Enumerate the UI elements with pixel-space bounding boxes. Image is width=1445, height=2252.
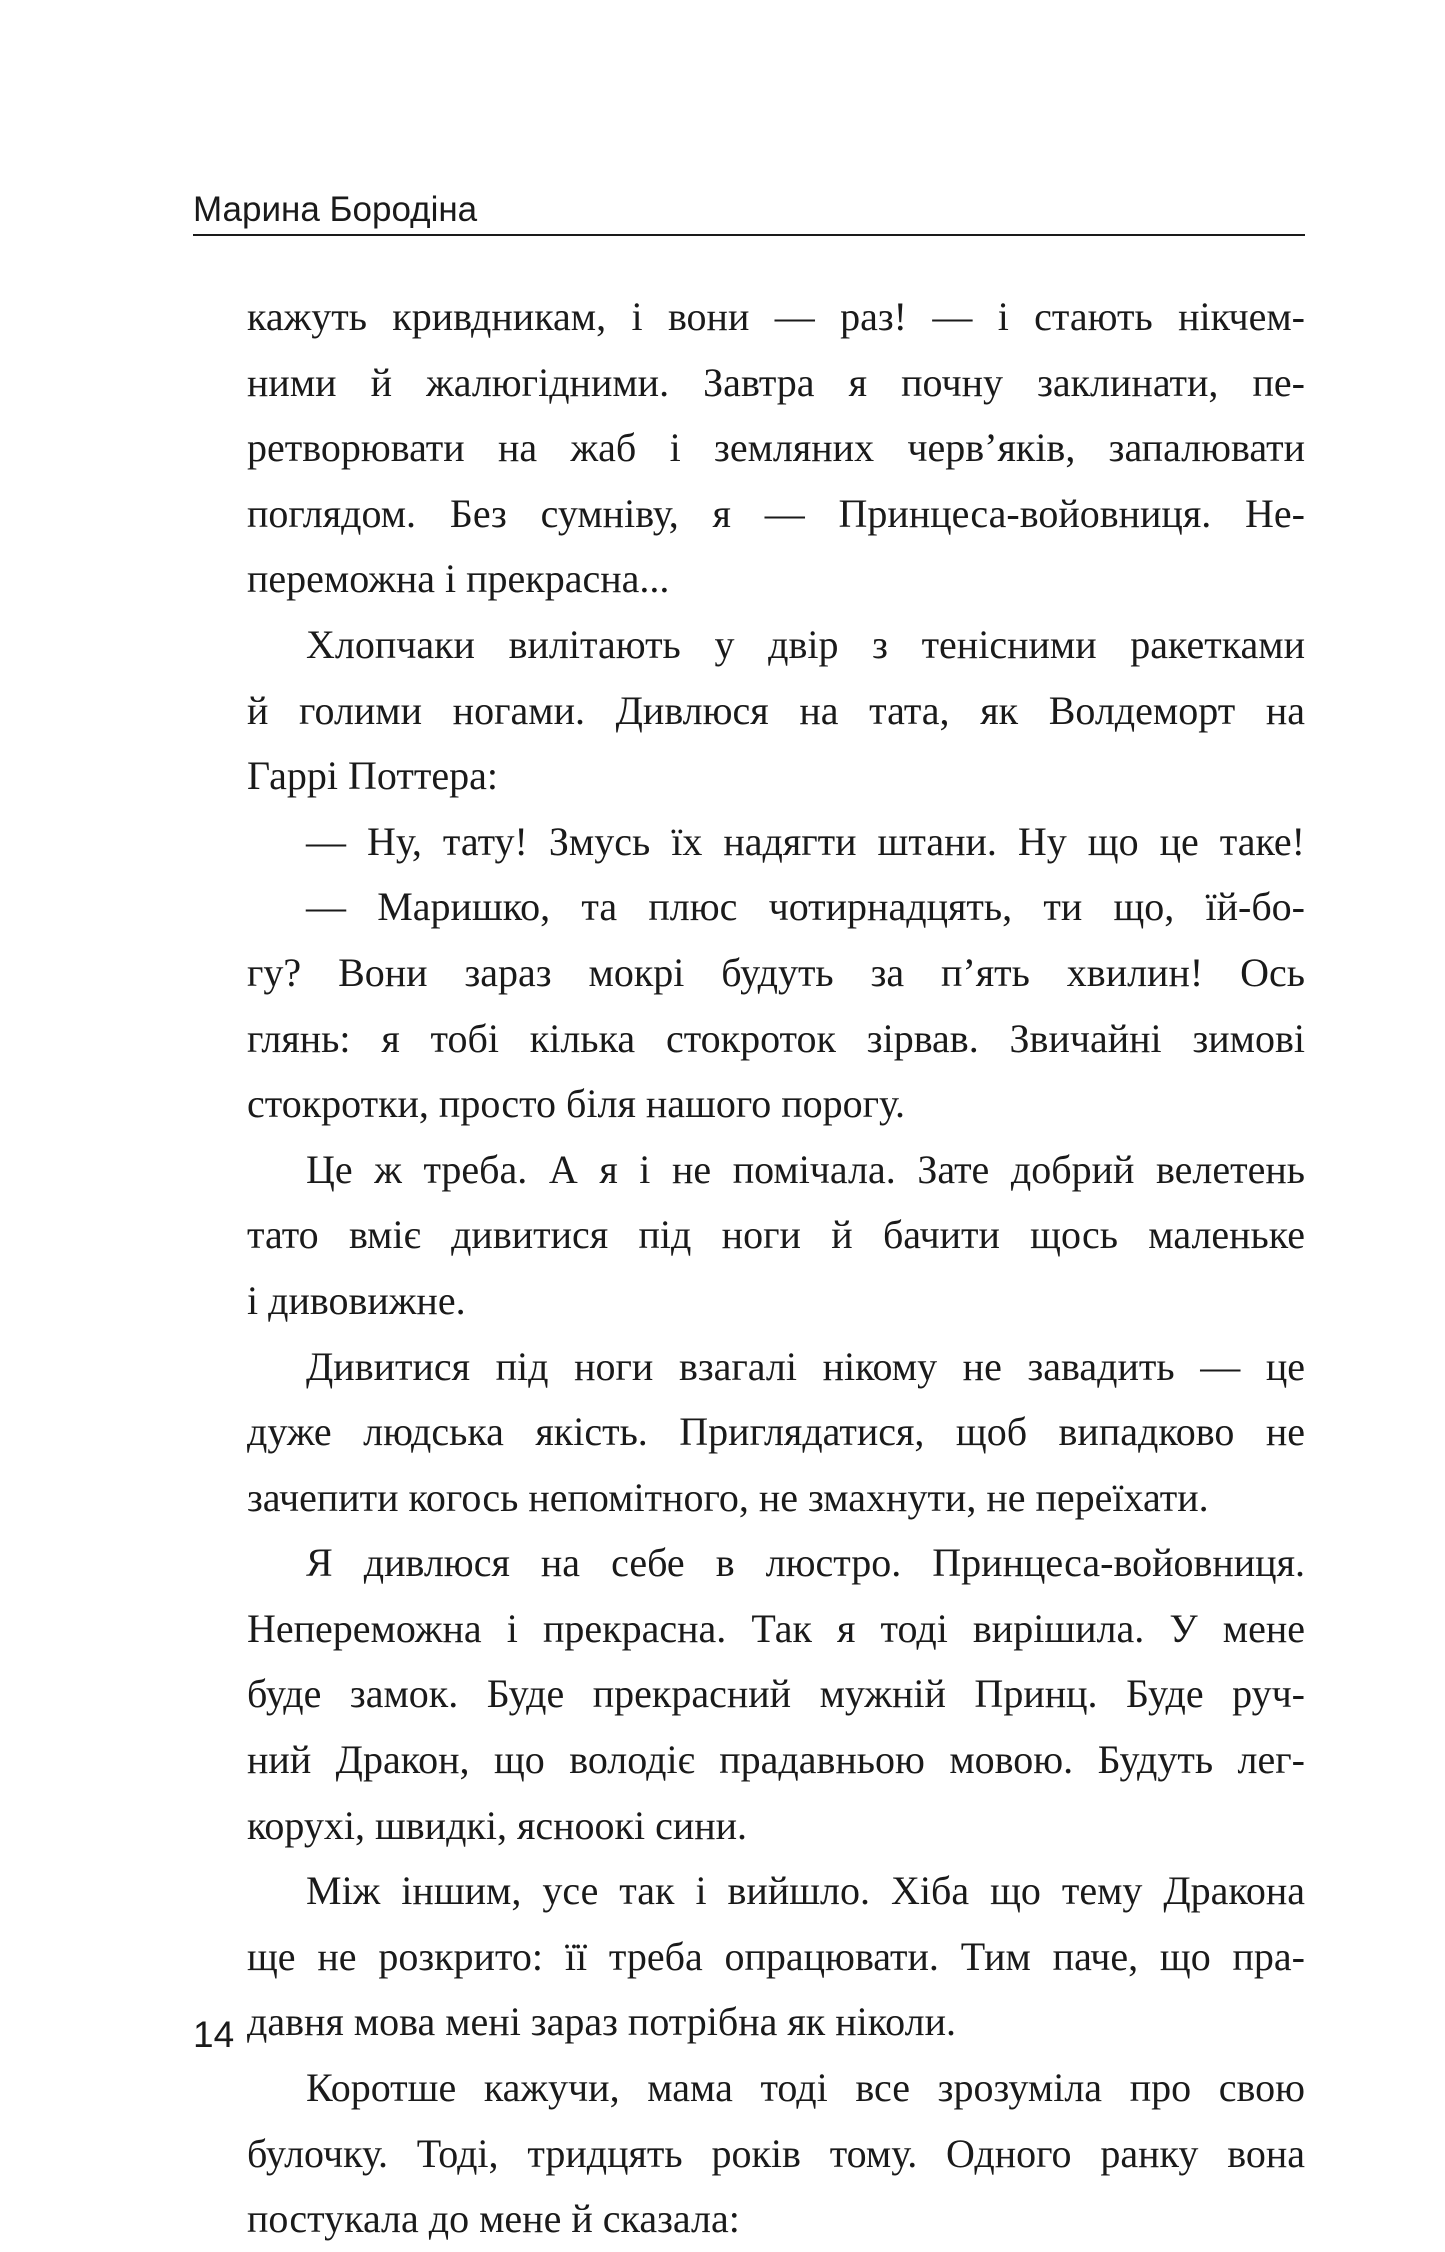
text-line: дуже людська якість. Приглядатися, щоб випадково не [247, 1409, 1305, 1455]
text-line: Непереможна і прекрасна. Так я тоді вирішила. У мене [247, 1605, 1305, 1651]
text-line: Це ж треба. А я і не помічала. Зате добрий велетень [306, 1146, 1305, 1192]
text-line: буде замок. Буде прекрасний мужній Принц. Буде руч- [247, 1671, 1305, 1717]
text-line: давня мова мені зараз потрібна як ніколи. [247, 1999, 956, 2045]
text-line: й голими ногами. Дивлюся на тата, як Волдеморт на [247, 687, 1305, 733]
text-line: булочку. Тоді, тридцять років тому. Одного ранку вона [247, 2130, 1305, 2176]
running-header-author: Марина Бородіна [193, 190, 478, 229]
text-line: ще не розкрито: її треба опрацювати. Тим паче, що пра- [247, 1933, 1305, 1979]
text-line: поглядом. Без сумніву, я — Принцеса-войовниця. Не- [247, 490, 1305, 536]
text-line: переможна і прекрасна... [247, 556, 670, 602]
text-line: ними й жалюгідними. Завтра я почну заклинати, пе- [247, 359, 1305, 405]
text-line: Хлопчаки вилітають у двір з тенісними ракетками [306, 621, 1305, 667]
text-line: Коротше кажучи, мама тоді все зрозуміла про свою [306, 2065, 1305, 2111]
text-line: Я дивлюся на себе в люстро. Принцеса-войовниця. [306, 1540, 1305, 1586]
text-line: — Ну, тату! Змусь їх надягти штани. Ну що це таке! [306, 818, 1305, 864]
text-line: Дивитися під ноги взагалі нікому не завадить — це [306, 1343, 1305, 1389]
text-line: гу? Вони зараз мокрі будуть за п’ять хвилин! Ось [247, 949, 1305, 995]
body-text [247, 284, 1305, 2252]
text-line: Між іншим, усе так і вийшло. Хіба що тему Дракона [306, 1868, 1305, 1914]
text-line: тато вміє дивитися під ноги й бачити щось маленьке [247, 1212, 1305, 1258]
text-line: ретворювати на жаб і земляних черв’яків, запалювати [247, 425, 1305, 471]
text-line: стокротки, просто біля нашого порогу. [247, 1081, 906, 1127]
page-number: 14 [193, 2014, 235, 2055]
text-line: ний Дракон, що володіє прадавньою мовою. Будуть лег- [247, 1737, 1305, 1783]
text-line: — Маришко, та плюс чотирнадцять, ти що, їй-бо- [306, 884, 1305, 930]
text-line: постукала до мене й сказала: [247, 2196, 740, 2242]
text-line: глянь: я тобі кілька стокроток зірвав. Звичайні зимові [247, 1015, 1305, 1061]
text-line: корухі, швидкі, ясноокі сини. [247, 1802, 748, 1848]
text-line: кажуть кривдникам, і вони — раз! — і стають нікчем- [247, 294, 1305, 339]
text-line: і дивовижне. [247, 1277, 466, 1323]
text-line: зачепити когось непомітного, не змахнути, не переїхати. [247, 1474, 1209, 1520]
header-rule [193, 234, 1305, 236]
text-line: Гаррі Поттера: [247, 753, 498, 799]
